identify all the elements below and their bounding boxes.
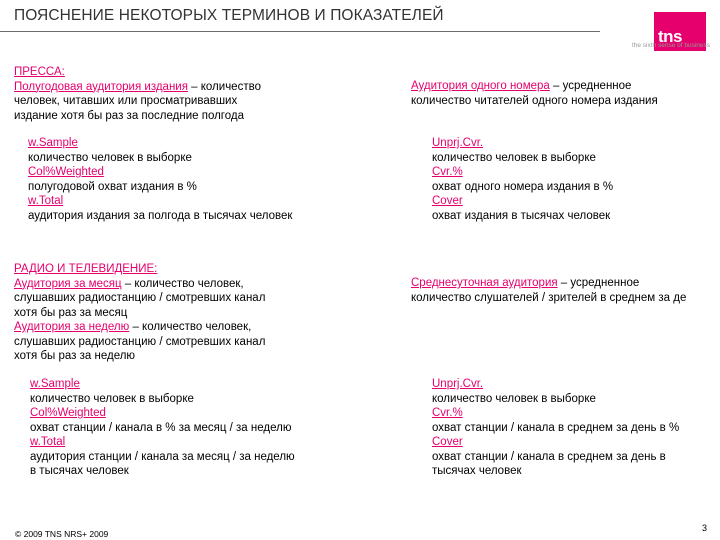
- var-desc: аудитория станции / канала за месяц / за неделю: [30, 450, 295, 463]
- radio-term1: Аудитория за месяц: [14, 277, 122, 290]
- press-right-def2: количество читателей одного номера издания: [411, 94, 658, 107]
- var-name: Cover: [432, 436, 463, 448]
- radio-term2-line: [14, 320, 265, 335]
- press-def-line3: издание хотя бы раз за последние полгода: [14, 109, 244, 122]
- radio-term1-def2: слушавших радиостанцию / смотревших канал: [14, 292, 266, 304]
- var-name: w.Total: [28, 195, 64, 207]
- page-title: ПОЯСНЕНИЕ НЕКОТОРЫХ ТЕРМИНОВ И ПОКАЗАТЕЛЕЙ: [14, 7, 444, 24]
- radio-right-term-line: [411, 276, 686, 291]
- press-vars-right: [432, 136, 613, 223]
- radio-term2: Аудитория за неделю: [14, 321, 130, 333]
- var-desc: охват издания в тысячах человек: [432, 209, 611, 222]
- press-def-line1: – количество: [187, 80, 261, 93]
- radio-term1-def3: хотя бы раз за месяц: [14, 306, 128, 319]
- var-name: Col%Weighted: [30, 407, 106, 419]
- var-desc: полугодовой охват издания в %: [28, 180, 197, 193]
- var-desc: охват станции / канала в % за месяц / за неделю: [30, 421, 292, 434]
- press-right-term-line: [411, 79, 658, 94]
- logo-text: tns: [658, 27, 682, 46]
- header-divider: [0, 31, 600, 32]
- radio-term2-def1: – количество человек,: [129, 321, 252, 333]
- var-name: Unprj.Cvr.: [432, 137, 484, 149]
- press-section-right: [411, 79, 658, 108]
- press-def-line2: человек, читавших или просматривавших: [14, 95, 238, 107]
- press-term: Полугодовая аудитория издания: [14, 80, 188, 93]
- radio-vars-right: [432, 377, 679, 479]
- press-heading: ПРЕССА:: [14, 66, 65, 78]
- var-name: Unprj.Cvr.: [432, 378, 484, 390]
- var-desc: охват станции / канала в среднем за день в: [432, 450, 666, 463]
- press-right-def1: – усредненное: [549, 80, 632, 92]
- radio-term1-line: [14, 277, 265, 292]
- radio-section-right: [411, 276, 686, 305]
- var-desc: аудитория издания за полгода в тысячах человек: [28, 209, 293, 222]
- radio-right-term: Среднесуточная аудитория: [411, 277, 558, 289]
- var-name: w.Total: [30, 436, 66, 448]
- footer-copyright: © 2009 TNS NRS+ 2009: [15, 529, 109, 539]
- press-section-left: [14, 65, 261, 123]
- var-desc: охват станции / канала в среднем за день в %: [432, 421, 680, 434]
- radio-section-left: [14, 262, 265, 364]
- radio-term2-def3: хотя бы раз за неделю: [14, 350, 136, 362]
- var-desc: количество человек в выборке: [432, 151, 596, 164]
- page-number: 3: [702, 523, 708, 533]
- radio-right-def1: – усредненное: [557, 277, 640, 289]
- var-desc: охват одного номера издания в %: [432, 180, 614, 193]
- radio-term1-def1: – количество человек,: [121, 277, 244, 290]
- var-desc: количество человек в выборке: [432, 392, 596, 405]
- var-desc: количество человек в выборке: [30, 392, 194, 405]
- press-term-line: [14, 80, 261, 95]
- var-name: Cvr.%: [432, 407, 463, 419]
- var-name: w.Sample: [30, 378, 80, 390]
- var-name: Cvr.%: [432, 166, 463, 178]
- var-desc-cont: в тысячах человек: [30, 465, 129, 477]
- var-desc-cont: тысячах человек: [432, 465, 522, 477]
- radio-heading: РАДИО И ТЕЛЕВИДЕНИЕ:: [14, 263, 158, 275]
- var-name: Col%Weighted: [28, 166, 104, 178]
- var-name: w.Sample: [28, 137, 78, 149]
- press-right-term: Аудитория одного номера: [411, 80, 550, 92]
- radio-term2-def2: слушавших радиостанцию / смотревших канал: [14, 335, 266, 348]
- radio-right-def2: количество слушателей / зрителей в среднем за де: [411, 291, 687, 304]
- var-desc: количество человек в выборке: [28, 151, 192, 164]
- var-name: Cover: [432, 195, 463, 207]
- press-vars-left: [28, 136, 292, 223]
- radio-vars-left: [30, 377, 295, 479]
- logo-tagline: the sixth sense of business: [631, 42, 710, 49]
